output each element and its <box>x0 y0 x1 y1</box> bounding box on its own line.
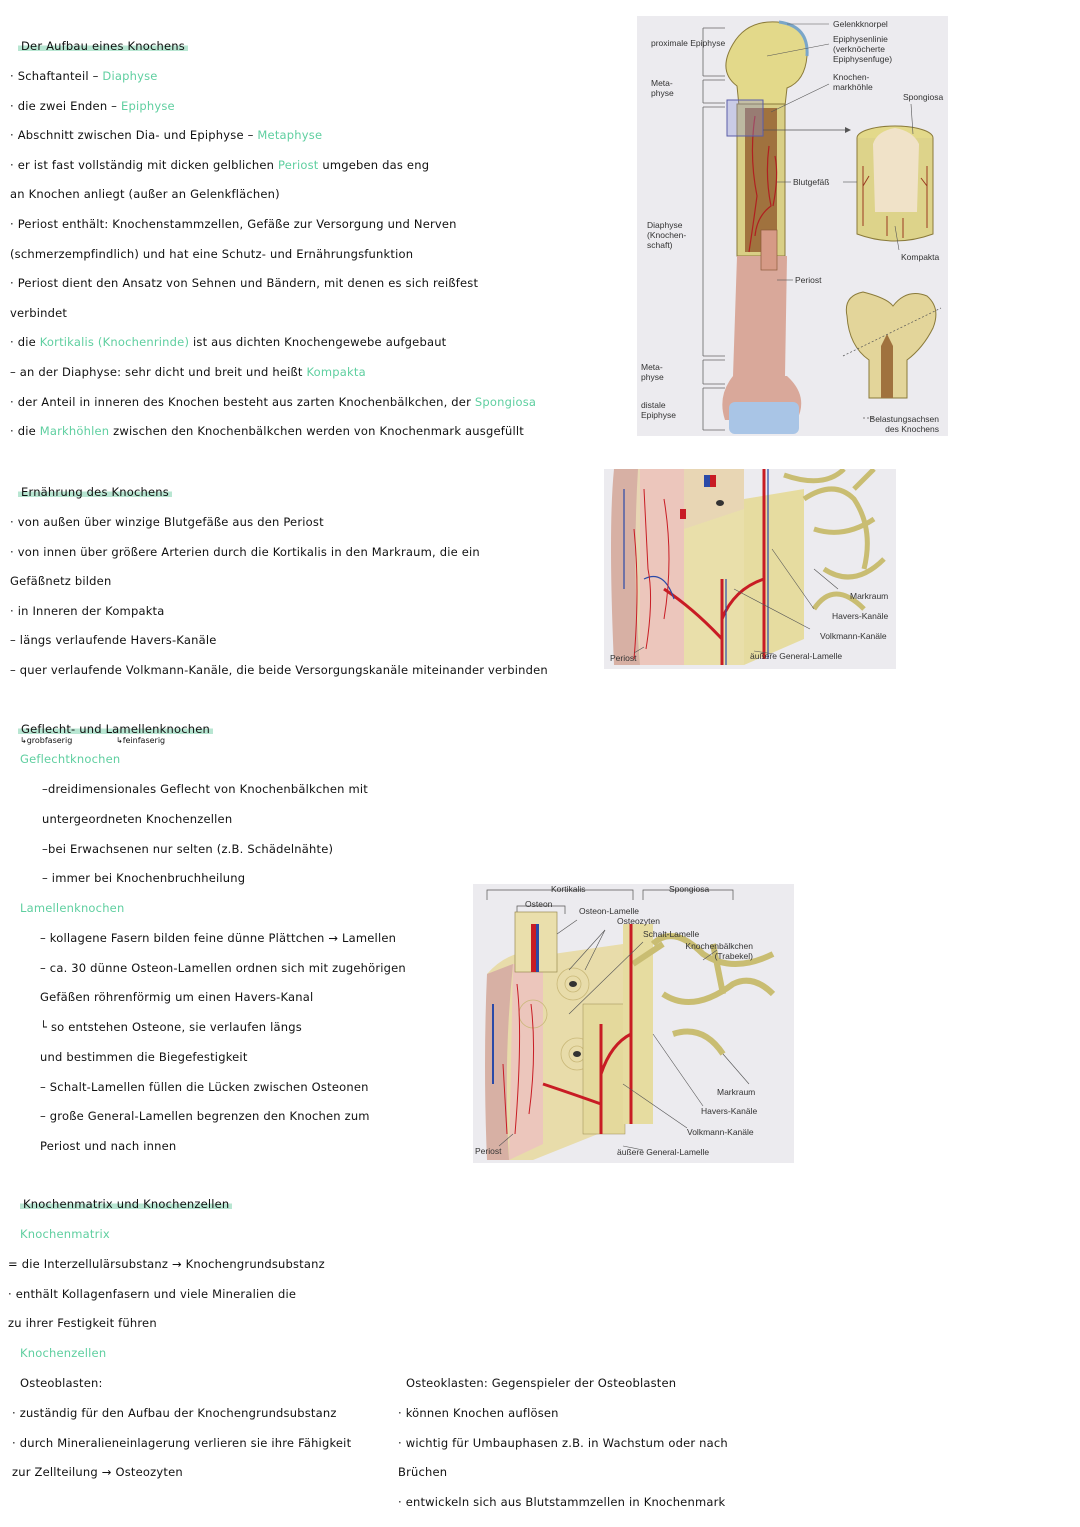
label-epiphysenlinie: Epiphysenlinie (verknöcherte Epiphysenfuge) <box>833 34 893 64</box>
label-volkmann-kanaele: Volkmann-Kanäle <box>687 1127 754 1137</box>
figure-lamellar-bone <box>473 884 794 1163</box>
subheading-knochenmatrix: Knochenmatrix <box>20 1227 110 1241</box>
label-markraum: Markraum <box>850 591 889 601</box>
note-text: verbindet <box>10 305 68 320</box>
note-line: Gefäßen röhrenförmig um einen Havers-Kanal <box>40 990 314 1005</box>
note-line <box>10 68 158 84</box>
note-line <box>10 275 478 291</box>
note-line <box>10 127 322 143</box>
label-kortikalis: Kortikalis <box>551 884 586 894</box>
note-text: zwischen den Knochenbälkchen werden von Knochenmark ausgefüllt <box>109 424 524 439</box>
key-term: Kompakta <box>306 365 366 379</box>
note-line: – quer verlaufende Volkmann-Kanäle, die beide Versorgungskanäle miteinander verbinden <box>10 663 548 677</box>
note-line: · durch Mineralieneinlagerung verlieren sie ihre Fähigkeit <box>12 1435 352 1450</box>
label-periost: Periost <box>610 653 637 663</box>
note-text: · die zwei Enden – <box>10 98 121 113</box>
label-proximale-epiphyse: proximale Epiphyse <box>651 38 726 48</box>
note-line <box>10 216 457 232</box>
section-title: Ernährung des Knochens <box>18 484 172 500</box>
key-term: Markhöhlen <box>39 424 110 439</box>
note-text: · Schaftanteil – <box>10 69 103 83</box>
label-aeussere-general-lamelle: äußere General-Lamelle <box>617 1147 710 1157</box>
note-line: – große General-Lamellen begrenzen den Knochen zum <box>40 1109 370 1124</box>
note-line: · entwickeln sich aus Blutstammzellen in Knochenmark <box>398 1494 726 1509</box>
key-term: Periost <box>278 157 319 172</box>
label-distale-epiphyse: distale Epiphyse <box>641 400 676 420</box>
note-line: zu ihrer Festigkeit führen <box>8 1316 157 1331</box>
label-volkmann-kanaele: Volkmann-Kanäle <box>820 631 887 641</box>
note-line: – Schalt-Lamellen füllen die Lücken zwischen Osteonen <box>40 1079 369 1094</box>
note-line: · können Knochen auflösen <box>398 1406 559 1420</box>
label-osteozyten: Osteozyten <box>617 916 660 926</box>
note-line <box>10 305 67 321</box>
note-text: (schmerzempfindlich) und hat eine Schutz- und Ernährungsfunktion <box>10 246 414 261</box>
note-line: = die Interzellulärsubstanz → Knochengrundsubstanz <box>8 1257 325 1271</box>
note-line: – längs verlaufende Havers-Kanäle <box>10 633 217 648</box>
label-aeussere-general-lamelle: äußere General-Lamelle <box>750 651 843 661</box>
figure-compacta-vessels <box>604 469 896 669</box>
note-line <box>10 394 536 410</box>
note-line <box>10 364 366 380</box>
note-line <box>10 246 413 262</box>
note-line: · in Inneren der Kompakta <box>10 603 165 618</box>
note-text: · er ist fast vollständig mit dicken gelblichen <box>10 157 279 172</box>
note-text: · der Anteil in inneren des Knochen besteht aus zarten Knochenbälkchen, der <box>10 394 475 409</box>
note-line: und bestimmen die Biegefestigkeit <box>40 1049 248 1064</box>
note-text: · Periost enthält: Knochenstammzellen, Gefäße zur Versorgung und Nerven <box>10 217 457 231</box>
label-diaphyse: Diaphyse (Knochen-schaft) <box>647 220 687 250</box>
note-line: · enthält Kollagenfasern und viele Mineralien die <box>8 1286 297 1301</box>
label-osteon-lamelle: Osteon-Lamelle <box>579 906 640 916</box>
annotation-feinfaserig: ↳feinfaserig <box>116 736 166 745</box>
label-schalt-lamelle: Schalt-Lamelle <box>643 929 700 939</box>
note-text: · die <box>10 424 40 439</box>
label-spongiosa: Spongiosa <box>903 92 944 102</box>
note-line <box>10 186 280 202</box>
label-metaphyse-top: Meta-physe <box>651 78 674 98</box>
label-osteon: Osteon <box>525 899 553 909</box>
label-periost: Periost <box>795 275 822 285</box>
label-kompakta: Kompakta <box>901 252 940 262</box>
note-line: · zuständig für den Aufbau der Knochengrundsubstanz <box>12 1406 337 1420</box>
note-line: └ so entstehen Osteone, sie verlaufen längs <box>40 1020 302 1035</box>
section-title: Knochenmatrix und Knochenzellen <box>20 1196 232 1212</box>
note-text: umgeben das eng <box>318 157 430 172</box>
note-text: · Abschnitt zwischen Dia- und Epiphyse – <box>10 128 258 143</box>
note-line: zur Zellteilung → Osteozyten <box>12 1465 183 1480</box>
note-line: · von außen über winzige Blutgefäße aus den Periost <box>10 515 324 529</box>
note-line <box>10 334 446 350</box>
label-havers-kanaele: Havers-Kanäle <box>701 1106 758 1116</box>
key-term: Spongiosa <box>474 394 537 409</box>
note-line: – ca. 30 dünne Osteon-Lamellen ordnen sich mit zugehörigen <box>40 960 406 975</box>
note-text: ist aus dichten Knochengewebe aufgebaut <box>189 335 447 350</box>
label-metaphyse-bottom: Meta-physe <box>641 362 664 382</box>
section-title: Geflecht- und Lamellenknochen <box>18 721 213 737</box>
key-term: Epiphyse <box>120 98 175 113</box>
note-line: – immer bei Knochenbruchheilung <box>42 871 246 886</box>
key-term: Metaphyse <box>257 128 323 143</box>
label-knochenmarkhoehle: Knochen-markhöhle <box>833 72 873 92</box>
note-line: Gefäßnetz bilden <box>10 574 112 589</box>
note-line <box>10 98 175 114</box>
note-line <box>10 423 524 439</box>
note-line: Brüchen <box>398 1465 448 1480</box>
note-line: Periost und nach innen <box>40 1138 177 1153</box>
note-line: – kollagene Fasern bilden feine dünne Plättchen → Lamellen <box>40 931 397 945</box>
label-markraum: Markraum <box>717 1087 756 1097</box>
figure-long-bone <box>637 16 948 436</box>
key-term: Kortikalis (Knochenrinde) <box>39 335 190 350</box>
label-havers-kanaele: Havers-Kanäle <box>832 611 889 621</box>
note-line: · von innen über größere Arterien durch die Kortikalis in den Markraum, die ein <box>10 544 480 559</box>
label-blutgefaess: Blutgefäß <box>793 177 830 187</box>
note-line <box>10 157 429 173</box>
label-periost: Periost <box>475 1146 502 1156</box>
note-line: –bei Erwachsenen nur selten (z.B. Schädelnähte) <box>42 841 334 856</box>
section-title: Der Aufbau eines Knochens <box>18 38 188 54</box>
key-term: Diaphyse <box>102 69 158 83</box>
subheading-knochenzellen: Knochenzellen <box>20 1346 107 1360</box>
note-text: an Knochen anliegt (außer an Gelenkflächen) <box>10 187 280 202</box>
osteoblasten-title: Osteoblasten: <box>20 1376 103 1390</box>
subheading-geflechtknochen: Geflechtknochen <box>20 752 121 766</box>
note-line: untergeordneten Knochenzellen <box>42 811 233 826</box>
note-text: · Periost dient den Ansatz von Sehnen und Bändern, mit denen es sich reißfest <box>10 276 479 291</box>
label-gelenkknorpel: Gelenkknorpel <box>833 19 888 29</box>
note-line: · wichtig für Umbauphasen z.B. in Wachstum oder nach <box>398 1435 728 1450</box>
label-spongiosa: Spongiosa <box>669 884 710 894</box>
annotation-grobfaserig: ↳grobfaserig <box>20 736 73 745</box>
osteoklasten-title: Osteoklasten: Gegenspieler der Osteoblasten <box>406 1376 677 1390</box>
note-text: · die <box>10 335 40 350</box>
label-belastungsachsen: Belastungsachsen des Knochens <box>869 414 939 434</box>
note-line: –dreidimensionales Geflecht von Knochenbälkchen mit <box>42 782 368 796</box>
label-knochenbaelkchen: Knochenbälkchen (Trabekel) <box>685 941 753 961</box>
subheading-lamellenknochen: Lamellenknochen <box>20 901 125 915</box>
note-text: – an der Diaphyse: sehr dicht und breit und heißt <box>10 365 307 379</box>
